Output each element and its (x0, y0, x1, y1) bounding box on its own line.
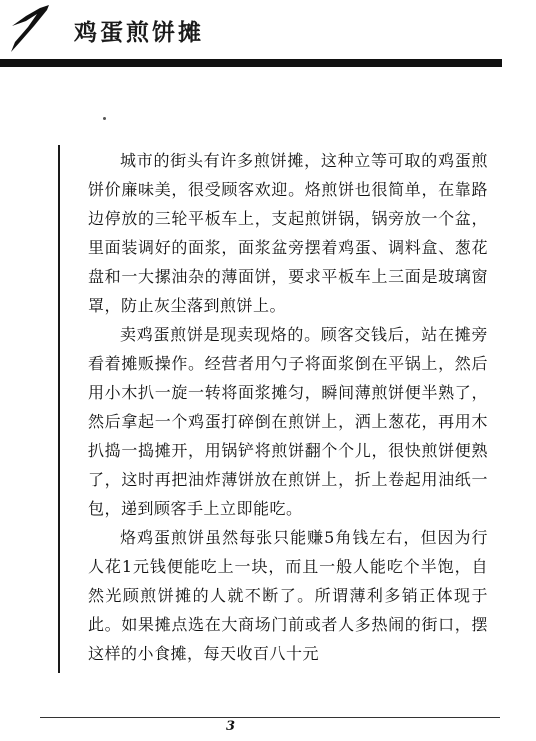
header-rule (0, 59, 502, 67)
paragraph: 卖鸡蛋煎饼是现卖现烙的。顾客交钱后，站在摊旁看着摊贩操作。经营者用勺子将面浆倒在平锅上，然后用小木扒一旋一转将面浆摊匀，瞬间薄煎饼便半熟了，然后拿起一个鸡蛋打碎倒在煎饼上，洒上葱花，再用木扒捣一捣摊开，用锅铲将煎饼翻个个儿，很快煎饼便熟了，这时再把油炸薄饼放在煎饼上，折上卷起用油纸一包，递到顾客手上立即能吃。 (88, 325, 488, 518)
margin-line (58, 145, 60, 673)
chapter-number-glyph (4, 0, 64, 58)
body-text (88, 146, 488, 668)
paragraph: 城市的街头有许多煎饼摊，这种立等可取的鸡蛋煎饼价廉味美，很受顾客欢迎。烙煎饼也很简单，在靠路边停放的三轮平板车上，支起煎饼锅，锅旁放一个盆，里面装调好的面浆，面浆盆旁摆着鸡蛋、调料盒、葱花盘和一大摞油杂的薄面饼，要求平板车上三面是玻璃窗罩，防止灰尘落到煎饼上。 (88, 151, 488, 315)
page-number: 3 (226, 719, 236, 734)
footer-rule (40, 717, 500, 718)
scan-speck (103, 117, 106, 120)
chapter-title: 鸡蛋煎饼摊 (74, 20, 204, 46)
paragraph: 烙鸡蛋煎饼虽然每张只能赚5角钱左右，但因为行人花1元钱便能吃上一块，而且一般人能吃个半饱，自然光顾煎饼摊的人就不断了。所谓薄利多销正体现于此。如果摊点选在大商场门前或者人多热闹的街口，摆这样的小食摊，每天收百八十元 (88, 528, 488, 663)
